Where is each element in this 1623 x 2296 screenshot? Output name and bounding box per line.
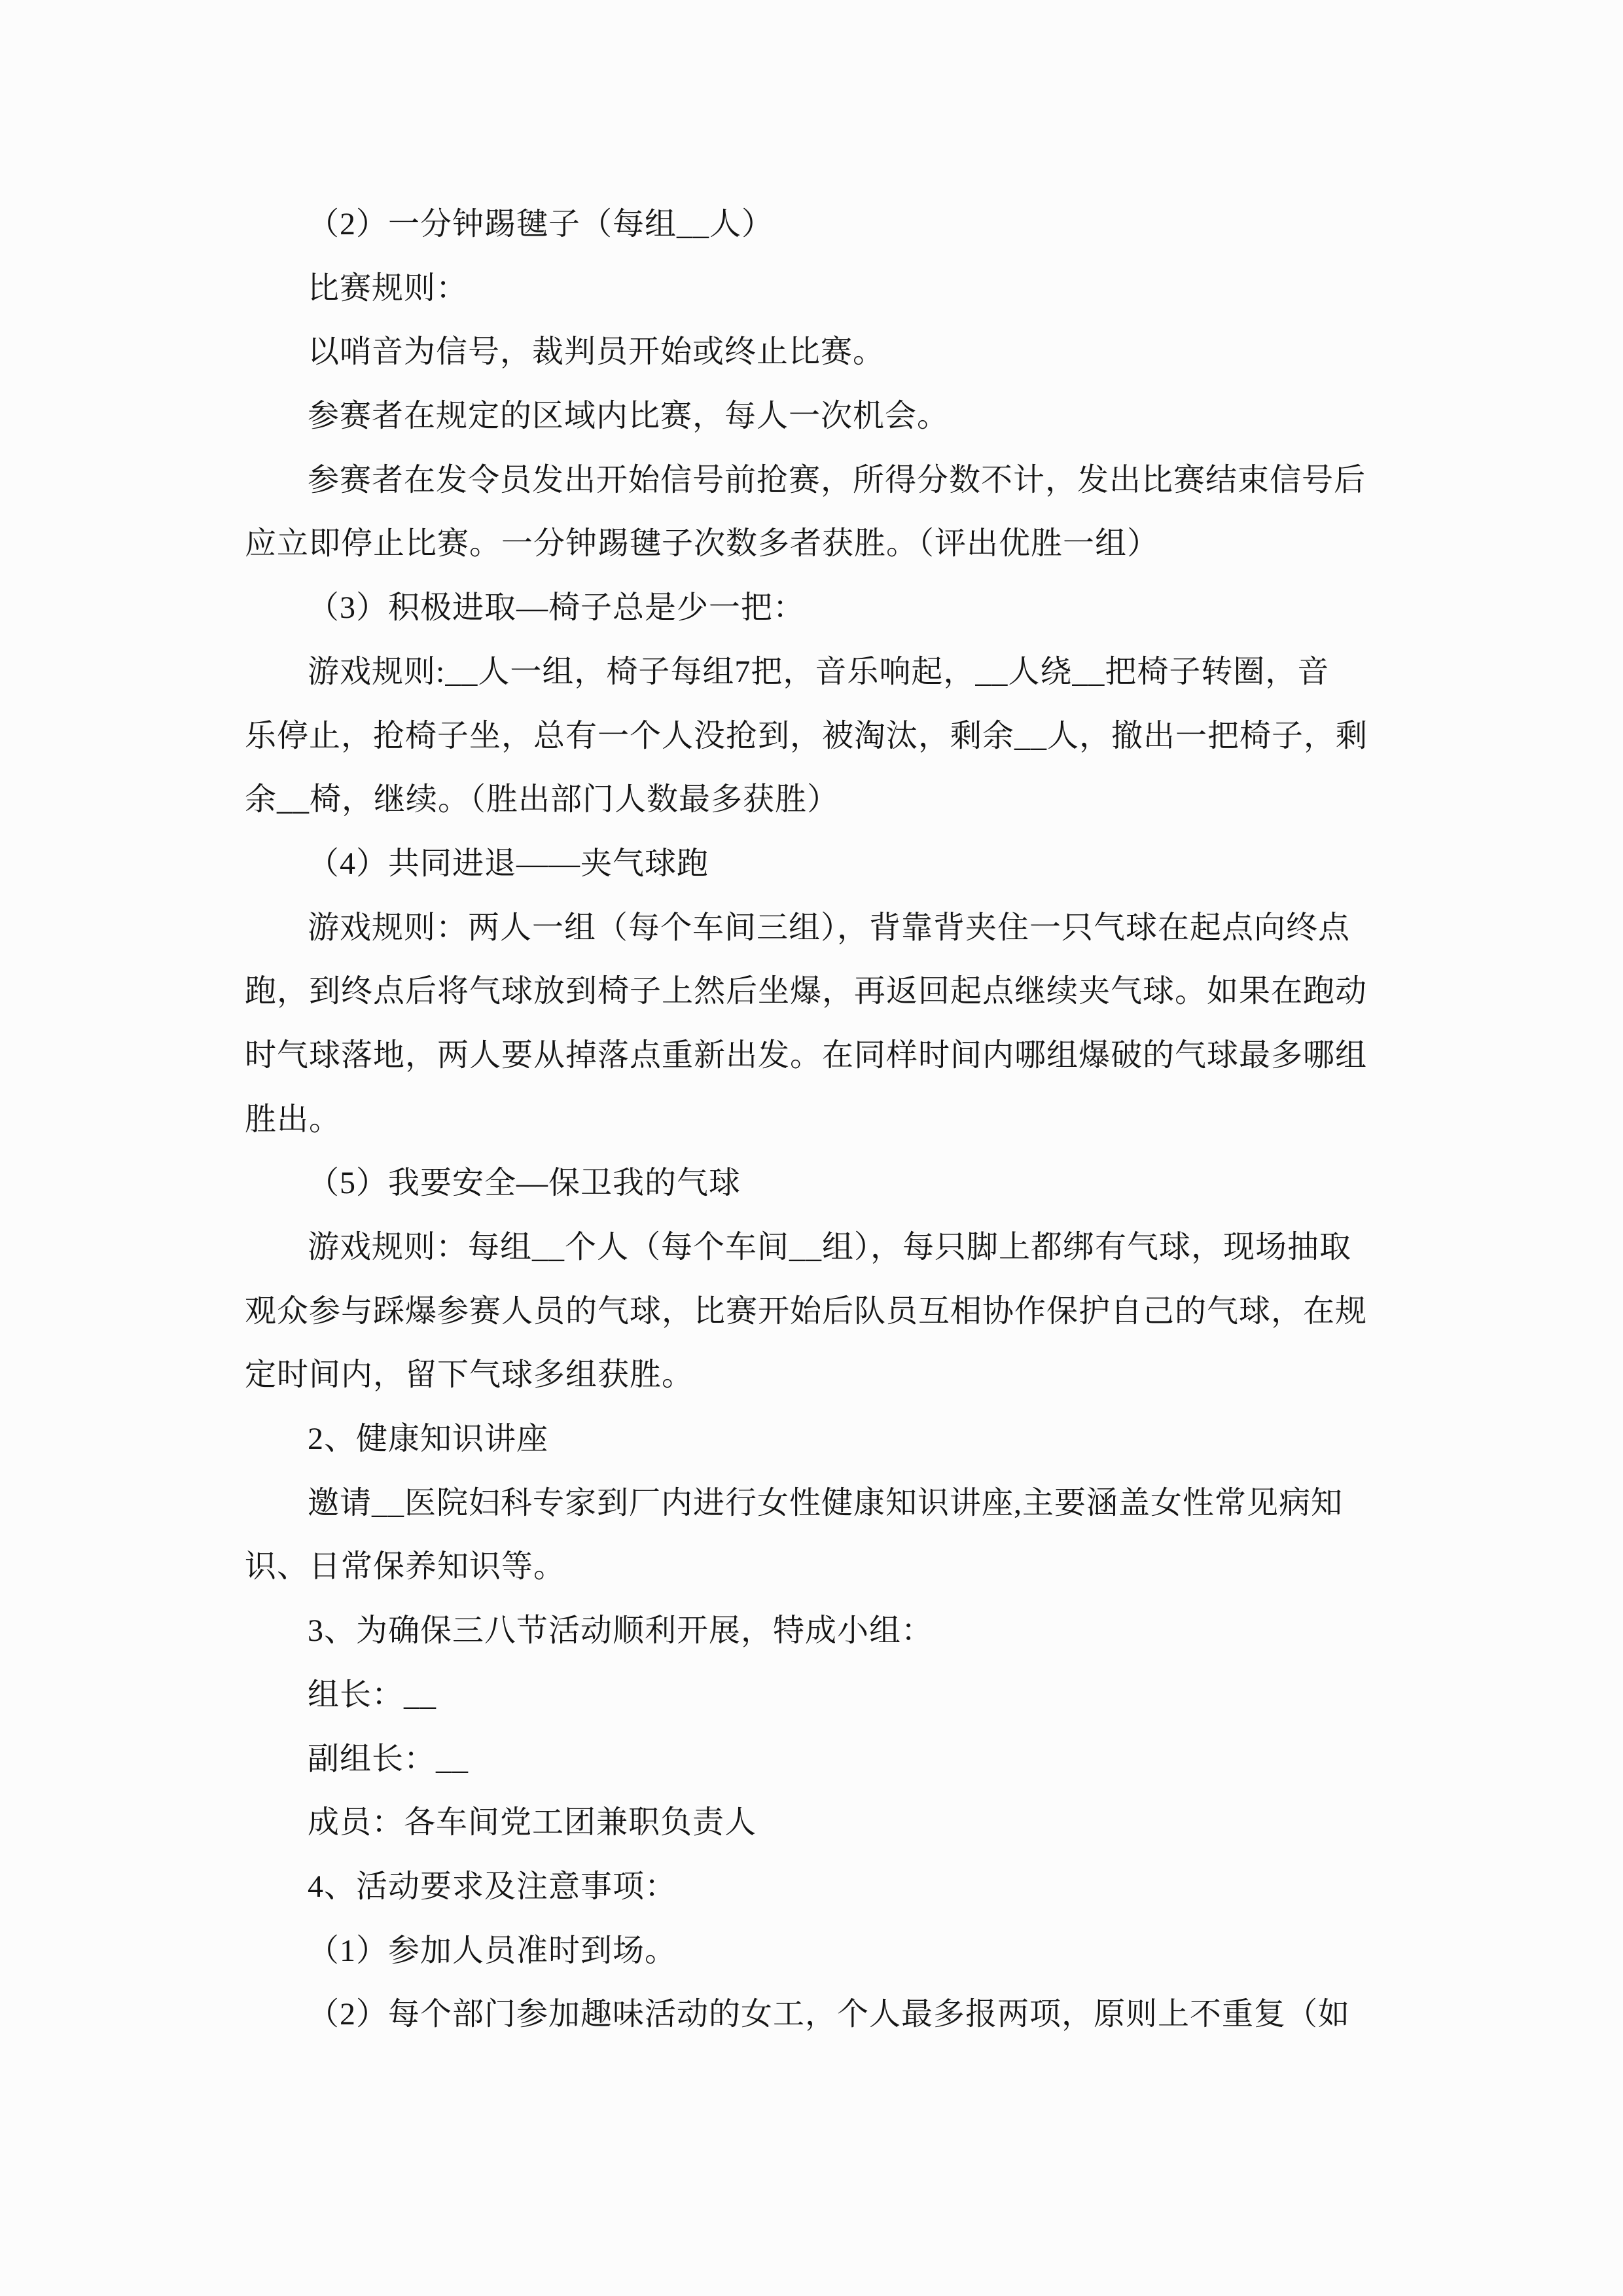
doc-line: 定时间内，留下气球多组获胜。 <box>245 1357 694 1393</box>
doc-line: 3、为确保三八节活动顺利开展，特成小组： <box>308 1613 934 1649</box>
doc-line: （5）我要安全—保卫我的气球 <box>308 1166 741 1201</box>
doc-line: 胜出。 <box>245 1102 342 1137</box>
doc-line: （2）一分钟踢毽子（每组__人） <box>308 207 774 242</box>
doc-line: 以哨音为信号，裁判员开始或终止比赛。 <box>308 334 885 370</box>
document-body <box>245 192 1368 2047</box>
doc-line: 观众参与踩爆参赛人员的气球，比赛开始后队员互相协作保护自己的气球，在规 <box>245 1293 1368 1329</box>
doc-line: （1）参加人员准时到场。 <box>308 1933 677 1968</box>
doc-line: 游戏规则：两人一组（每个车间三组），背靠背夹住一只气球在起点向终点 <box>308 910 1351 945</box>
doc-line: 游戏规则:__人一组，椅子每组7把，音乐响起，__人绕__把椅子转圈，音 <box>308 654 1330 689</box>
doc-line: 游戏规则：每组__个人（每个车间__组），每只脚上都绑有气球，现场抽取 <box>308 1230 1352 1265</box>
doc-line: （4）共同进退——夹气球跑 <box>308 846 709 881</box>
doc-line: 副组长：__ <box>308 1741 469 1776</box>
doc-line: 余__椅，继续。（胜出部门人数最多获胜） <box>245 782 840 817</box>
doc-line: 2、健康知识讲座 <box>308 1422 549 1457</box>
doc-line: 参赛者在发令员发出开始信号前抢赛，所得分数不计，发出比赛结束信号后 <box>308 462 1366 497</box>
doc-line: 比赛规则： <box>308 270 469 306</box>
doc-line: 邀请__医院妇科专家到厂内进行女性健康知识讲座,主要涵盖女性常见病知 <box>308 1485 1344 1520</box>
doc-line: 应立即停止比赛。一分钟踢毽子次数多者获胜。（评出优胜一组） <box>245 526 1160 562</box>
doc-line: 乐停止，抢椅子坐，总有一个人没抢到，被淘汰，剩余__人，撤出一把椅子，剩 <box>245 718 1368 753</box>
doc-line: 时气球落地，两人要从掉落点重新出发。在同样时间内哪组爆破的气球最多哪组 <box>245 1037 1368 1073</box>
doc-line: 组长：__ <box>308 1677 437 1712</box>
doc-line: 参赛者在规定的区域内比赛，每人一次机会。 <box>308 399 950 434</box>
doc-line: 成员：各车间党工团兼职负责人 <box>308 1805 757 1840</box>
doc-line: （2）每个部门参加趣味活动的女工，个人最多报两项，原则上不重复（如 <box>308 1997 1351 2032</box>
doc-line: 跑，到终点后将气球放到椅子上然后坐爆，再返回起点继续夹气球。如果在跑动 <box>245 974 1368 1009</box>
doc-line: （3）积极进取—椅子总是少一把： <box>308 590 806 626</box>
doc-line: 识、日常保养知识等。 <box>245 1549 566 1585</box>
doc-line: 4、活动要求及注意事项： <box>308 1869 677 1904</box>
